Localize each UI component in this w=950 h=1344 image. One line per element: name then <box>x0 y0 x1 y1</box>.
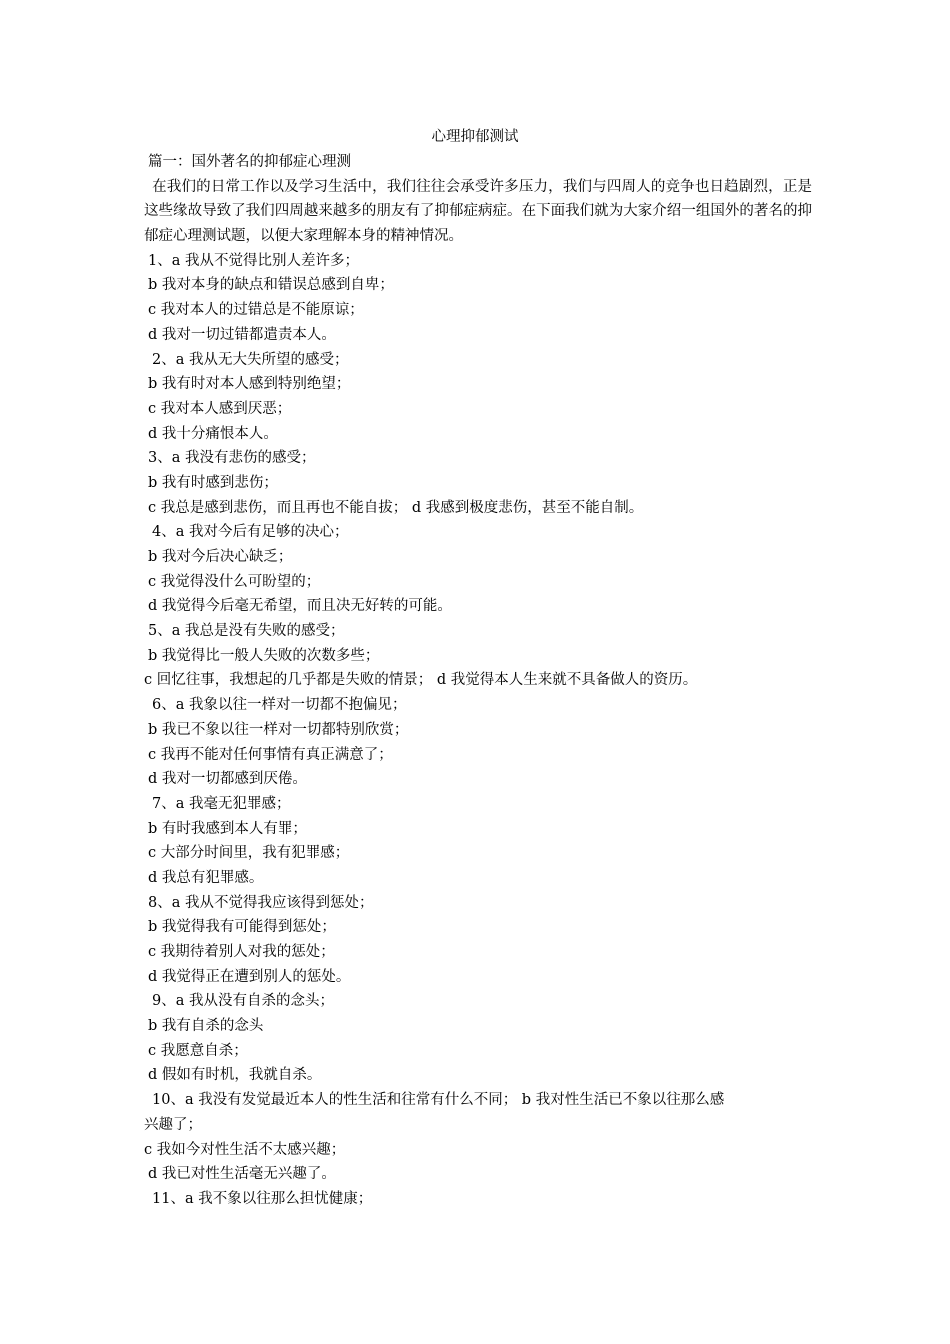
question-6-b: b 我已不象以往一样对一切都特别欣赏； <box>148 721 409 738</box>
question-2-b: b 我有时对本人感到特别绝望； <box>148 376 351 393</box>
question-10-b-cont: 兴趣了； <box>144 1116 202 1133</box>
question-9-c: c 我愿意自杀； <box>148 1042 248 1059</box>
question-7-d: d 我总有犯罪感。 <box>148 869 264 886</box>
question-6-d: d 我对一切都感到厌倦。 <box>148 771 307 788</box>
question-8-d: d 我觉得正在遭到别人的惩处。 <box>148 968 351 985</box>
question-5-a: 5、a 我总是没有失败的感受； <box>148 623 345 640</box>
question-8-c: c 我期待着别人对我的惩处； <box>148 944 335 961</box>
question-8-b: b 我觉得我有可能得到惩处； <box>148 919 336 936</box>
question-1-b: b 我对本身的缺点和错误总感到自卑； <box>148 277 394 294</box>
question-3-cd: c 我总是感到悲伤，而且再也不能自拔； d 我感到极度悲伤，甚至不能自制。 <box>148 499 644 516</box>
question-10-c: c 我如今对性生活不太感兴趣； <box>144 1141 346 1158</box>
question-3-b: b 我有时感到悲伤； <box>148 474 278 491</box>
question-9-b: b 我有自杀的念头 <box>148 1018 264 1035</box>
question-6-a: 6、a 我象以往一样对一切都不抱偏见； <box>152 697 407 714</box>
question-7-c: c 大部分时间里，我有犯罪感； <box>148 845 350 862</box>
question-4-c: c 我觉得没什么可盼望的； <box>148 573 321 590</box>
question-2-d: d 我十分痛恨本人。 <box>148 425 278 442</box>
question-9-a: 9、a 我从没有自杀的念头； <box>152 993 334 1010</box>
question-10-d: d 我已对性生活毫无兴趣了。 <box>148 1166 336 1183</box>
question-5-cd: c 回忆往事，我想起的几乎都是失败的情景； d 我觉得本人生来就不具备做人的资历。 <box>144 672 698 689</box>
question-10-ab: 10、a 我没有发觉最近本人的性生活和往常有什么不同； b 我对性生活已不象以往那么感 <box>152 1092 725 1109</box>
intro-text: 在我们的日常工作以及学习生活中，我们往往会承受许多压力，我们与四周人的竞争也日趋剧烈，正是这些缘故导致了我们四周越来越多的朋友有了抑郁症病症。在下面我们就为大家介绍一组国外的著名的抑郁症心理测试题，以便大家理解本身的精神情况。 <box>144 178 812 245</box>
question-7-b: b 有时我感到本人有罪； <box>148 820 307 837</box>
document-title: 心理抑郁测试 <box>431 129 519 145</box>
question-4-a: 4、a 我对今后有足够的决心； <box>152 524 349 541</box>
question-9-d: d 假如有时机，我就自杀。 <box>148 1067 322 1084</box>
question-4-b: b 我对今后决心缺乏； <box>148 549 293 566</box>
question-8-a: 8、a 我从不觉得我应该得到惩处； <box>148 894 374 911</box>
question-11-a: 11、a 我不象以往那么担忧健康； <box>152 1190 373 1207</box>
question-7-a: 7、a 我毫无犯罪感； <box>152 795 291 812</box>
question-5-b: b 我觉得比一般人失败的次数多些； <box>148 647 380 664</box>
question-3-a: 3、a 我没有悲伤的感受； <box>148 450 316 467</box>
section-heading: 篇一：国外著名的抑郁症心理测 <box>148 154 351 170</box>
question-1-c: c 我对本人的过错总是不能原谅； <box>148 302 364 319</box>
question-2-a: 2、a 我从无大失所望的感受； <box>152 351 349 368</box>
question-1-d: d 我对一切过错都遣责本人。 <box>148 326 336 343</box>
question-6-c: c 我再不能对任何事情有真正满意了； <box>148 746 393 763</box>
question-2-c: c 我对本人感到厌恶； <box>148 400 292 417</box>
intro-paragraph <box>144 175 812 249</box>
question-4-d: d 我觉得今后毫无希望，而且决无好转的可能。 <box>148 598 452 615</box>
question-1-a: 1、a 我从不觉得比别人差许多； <box>148 252 359 269</box>
document-body <box>144 150 814 1212</box>
